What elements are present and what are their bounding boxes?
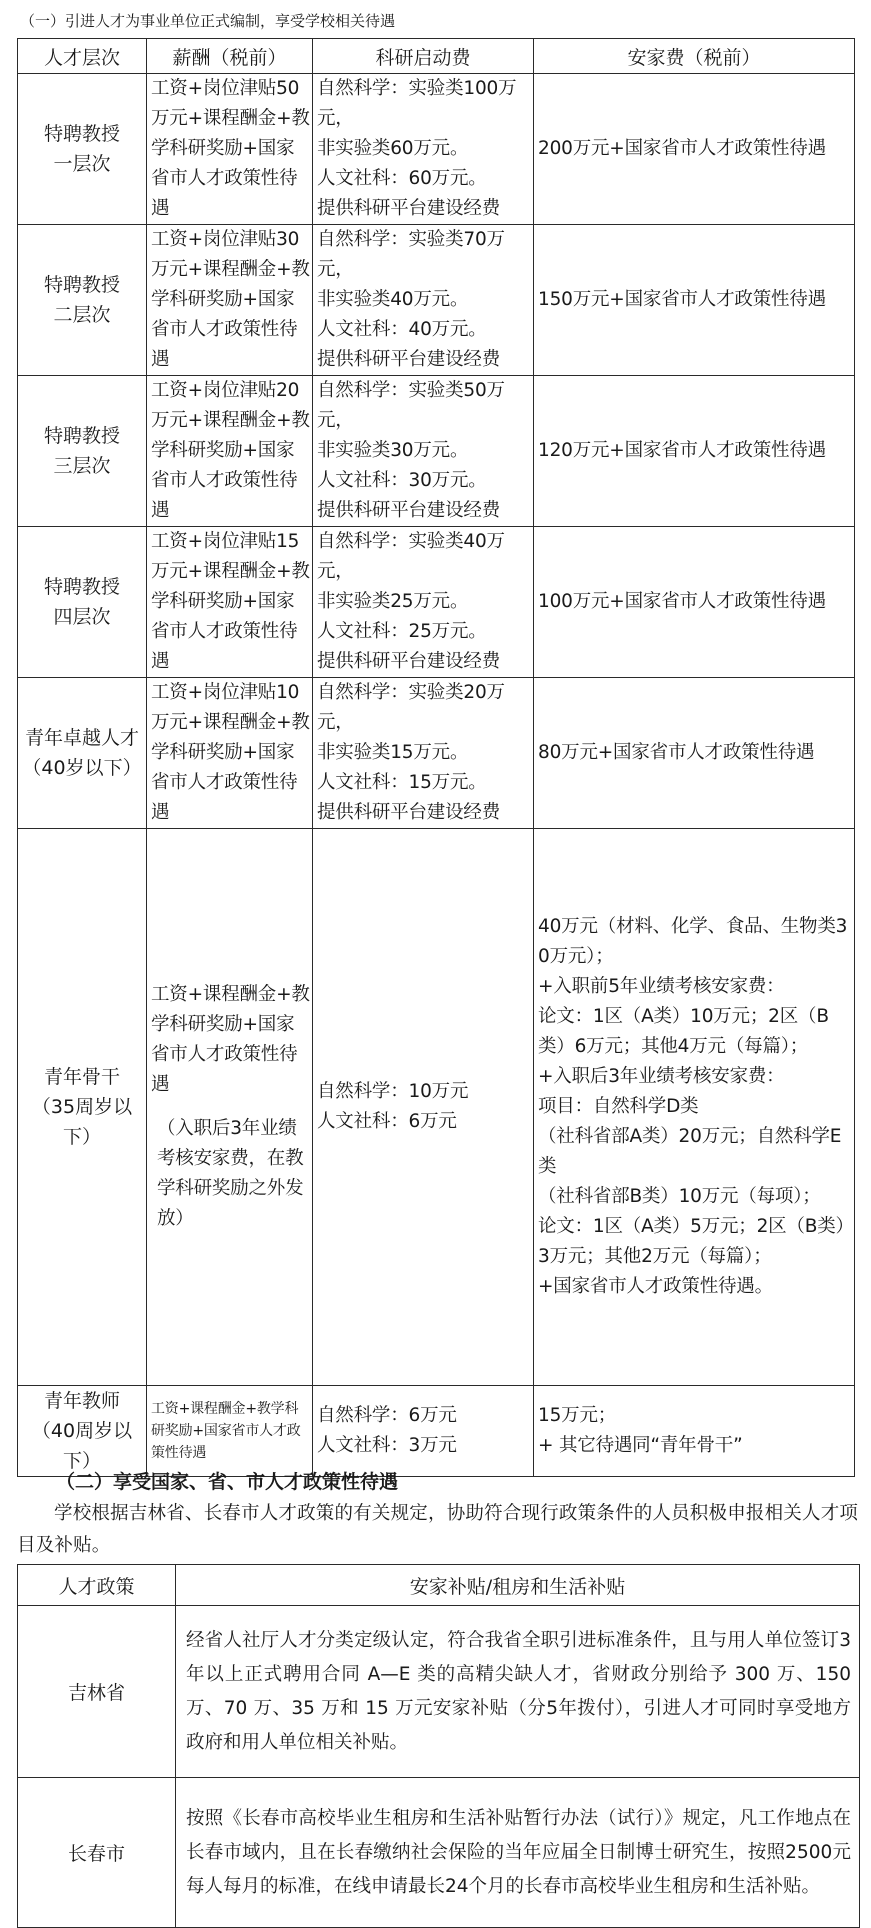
research-funding-cell: 自然科学：实验类100万元， 非实验类60万元。 人文社科：60万元。 提供科研平台建设经费 <box>313 74 534 225</box>
talent-level-cell: 青年骨干 （35周岁以下） <box>18 829 147 1386</box>
policy-region-cell: 长春市 <box>18 1778 176 1928</box>
salary-cell: 工资+岗位津贴15万元+课程酬金+教学科研奖励+国家省市人才政策性待遇 <box>147 527 313 678</box>
policy-region-cell: 吉林省 <box>18 1606 176 1778</box>
salary-cell: 工资+岗位津贴50万元+课程酬金+教学科研奖励+国家省市人才政策性待遇 <box>147 74 313 225</box>
table-row <box>18 376 855 527</box>
settlement-fee-cell: 100万元+国家省市人才政策性待遇 <box>534 527 855 678</box>
settlement-fee-cell: 120万元+国家省市人才政策性待遇 <box>534 376 855 527</box>
section2-title: （二）享受国家、省、市人才政策性待遇 <box>56 1471 399 1493</box>
table-row <box>18 829 855 1386</box>
policy-content-cell: 经省人社厅人才分类定级认定，符合我省全职引进标准条件，且与用人单位签订3年以上正式聘用合同 A—E 类的高精尖缺人才，省财政分别给予 300 万、150 万、70 万、35 万和 15 万元安家补贴（分5年拨付），引进人才可同时享受地方政府和用人单位相关补贴。 <box>176 1606 860 1778</box>
table-row <box>18 225 855 376</box>
header-subsidy: 安家补贴/租房和生活补贴 <box>176 1565 860 1606</box>
research-funding-cell: 自然科学：实验类70万元， 非实验类40万元。 人文社科：40万元。 提供科研平台建设经费 <box>313 225 534 376</box>
policy-table <box>17 1564 860 1928</box>
section2-paragraph: 学校根据吉林省、长春市人才政策的有关规定，协助符合现行政策条件的人员积极申报相关人才项目及补贴。 <box>17 1503 859 1556</box>
header-salary: 薪酬（税前） <box>147 39 313 74</box>
settlement-fee-cell: 200万元+国家省市人才政策性待遇 <box>534 74 855 225</box>
salary-text: 工资+课程酬金+教学科研奖励+国家省市人才政策性待遇 <box>151 984 310 1095</box>
talent-level-cell: 青年卓越人才 （40岁以下） <box>18 678 147 829</box>
table-row <box>18 74 855 225</box>
research-funding-cell: 自然科学：6万元 人文社科：3万元 <box>313 1386 534 1477</box>
research-funding-cell: 自然科学：实验类50万元， 非实验类30万元。 人文社科：30万元。 提供科研平台建设经费 <box>313 376 534 527</box>
table-header-row <box>18 39 855 74</box>
talent-level-cell: 特聘教授 一层次 <box>18 74 147 225</box>
salary-cell <box>147 829 313 1386</box>
settlement-fee-cell: 80万元+国家省市人才政策性待遇 <box>534 678 855 829</box>
talent-level-cell: 特聘教授 二层次 <box>18 225 147 376</box>
table-row <box>18 1778 860 1928</box>
research-funding-cell: 自然科学：10万元 人文社科：6万元 <box>313 829 534 1386</box>
policy-content-cell: 按照《长春市高校毕业生租房和生活补贴暂行办法（试行）》规定，凡工作地点在长春市域内，且在长春缴纳社会保险的当年应届全日制博士研究生，按照2500元每人每月的标准，在线申请最长24个月的长春市高校毕业生租房和生活补贴。 <box>176 1778 860 1928</box>
salary-cell: 工资+岗位津贴20万元+课程酬金+教学科研奖励+国家省市人才政策性待遇 <box>147 376 313 527</box>
header-research-funding: 科研启动费 <box>313 39 534 74</box>
talent-level-cell: 特聘教授 三层次 <box>18 376 147 527</box>
research-funding-cell: 自然科学：实验类40万元， 非实验类25万元。 人文社科：25万元。 提供科研平台建设经费 <box>313 527 534 678</box>
header-talent-level: 人才层次 <box>18 39 147 74</box>
salary-note: （入职后3年业绩考核安家费，在教学科研奖励之外发放） <box>157 1118 304 1229</box>
salary-cell: 工资+岗位津贴10万元+课程酬金+教学科研奖励+国家省市人才政策性待遇 <box>147 678 313 829</box>
salary-cell: 工资+课程酬金+教学科研奖励+国家省市人才政策性待遇 <box>147 1386 313 1477</box>
talent-level-cell: 特聘教授 四层次 <box>18 527 147 678</box>
table-row <box>18 1386 855 1477</box>
section1-title: （一）引进人才为事业单位正式编制，享受学校相关待遇 <box>20 12 396 30</box>
header-talent-policy: 人才政策 <box>18 1565 176 1606</box>
settlement-fee-cell: 40万元（材料、化学、食品、生物类30万元）； +入职前5年业绩考核安家费： 论文：1区（A类）10万元；2区（B类）6万元；其他4万元（每篇）； +入职后3年业绩考核安家费： 项目：自然科学D类 （社科省部A类）20万元；自然科学E类 （社科省部B类）10万元（每项）； 论文：1区（A类）5万元；2区（B类）3万元；其他2万元（每篇）； +国家省市人才政策性待遇。 <box>534 829 855 1386</box>
header-settlement-fee: 安家费（税前） <box>534 39 855 74</box>
table-row <box>18 1606 860 1778</box>
talent-level-cell: 青年教师 （40周岁以下） <box>18 1386 147 1477</box>
settlement-fee-cell: 150万元+国家省市人才政策性待遇 <box>534 225 855 376</box>
table-row <box>18 527 855 678</box>
salary-cell: 工资+岗位津贴30万元+课程酬金+教学科研奖励+国家省市人才政策性待遇 <box>147 225 313 376</box>
table-header-row <box>18 1565 860 1606</box>
talent-level-table <box>17 38 855 1477</box>
research-funding-cell: 自然科学：实验类20万元， 非实验类15万元。 人文社科：15万元。 提供科研平台建设经费 <box>313 678 534 829</box>
settlement-fee-cell: 15万元； + 其它待遇同“青年骨干” <box>534 1386 855 1477</box>
table-row <box>18 678 855 829</box>
